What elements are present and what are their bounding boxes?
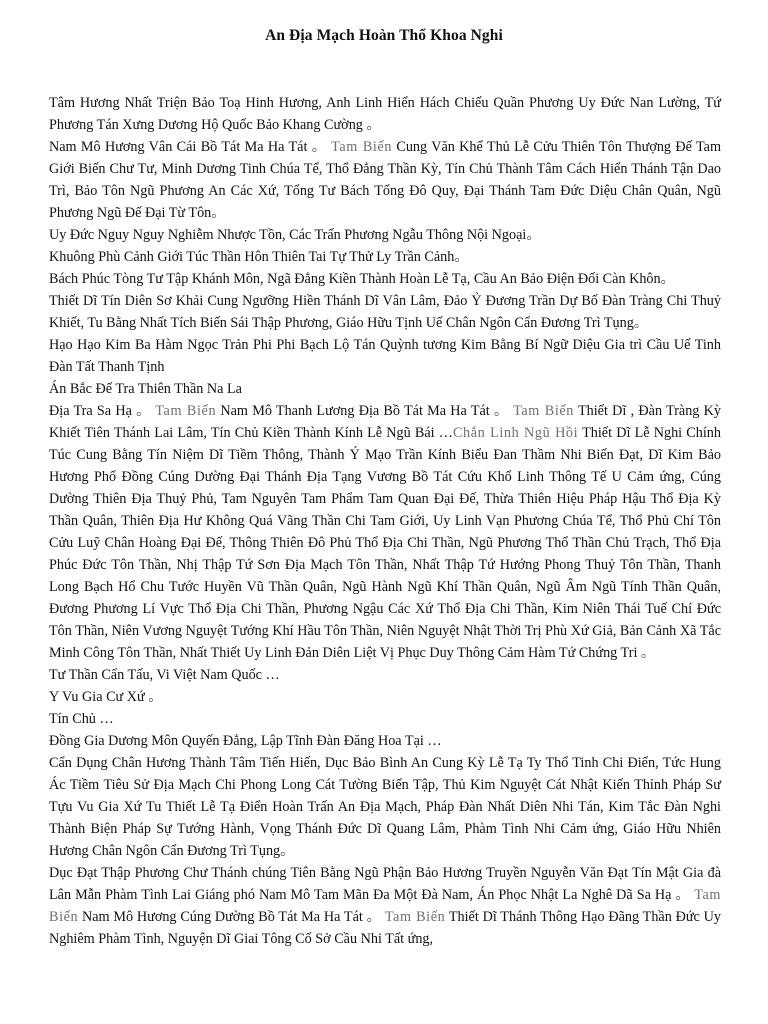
paragraph	[49, 664, 721, 686]
paragraph-text: Khuông Phù Cảnh Giới Túc Thần Hôn Thiên Tai Tự Thử Ly Trần Cảnh。	[49, 249, 469, 265]
rubric-instruction: Tam Biến	[155, 403, 217, 419]
document-title: An Địa Mạch Hoàn Thổ Khoa Nghi	[265, 27, 503, 44]
paragraph-text: Cung Văn Khể Thủ Lễ Cửu Thiên Tôn Thượng Đế Tam Giới Biến Chư Tư, Minh Dương Tinh Chúa Tể, Thổ Đẳng Thần Kỳ, Tín Chủ Thành Tâm Cách Hiển Thánh Tận Dao Trì, Bảo Tôn Ngũ Phương An Các Xứ, Tổng Tư Bách Tổng Đô Quy, Đại Thánh Tam Đức Diệu Chân Quân, Ngũ Phương Ngũ Đế Đại Từ Tôn。	[49, 139, 721, 221]
rubric-instruction: Chắn Linh Ngũ Hồi	[452, 425, 579, 441]
paragraph	[49, 708, 721, 730]
paragraph-text: Thiết Dĩ Thánh Thông Hạo Đãng Thần Đức Uy Nghiêm Phàm Tình, Nguyện Dĩ Giai Tông Cố Sở Cầu Nhi Tất ứng,	[49, 909, 721, 947]
paragraph-text: Địa Tra Sa Hạ 。	[49, 403, 156, 419]
paragraph	[49, 334, 721, 378]
paragraph	[49, 268, 721, 290]
paragraph	[49, 752, 721, 862]
paragraph	[49, 862, 721, 950]
paragraph-text: Dục Đạt Thập Phương Chư Thánh chúng Tiên Bằng Ngũ Phận Bảo Hương Truyền Nguyễn Văn Đạt Tín Mật Gia đà Lân Mẫn Phàm Tình Lai Giáng phó Nam Mô Tam Mãn Đa Một Đà Nam, Án Phọc Nhật La Nghê Dã Sa Hạ 。	[49, 865, 721, 903]
paragraph-text: Cẩn Dụng Chân Hương Thành Tâm Tiến Hiến, Dục Bảo Bình An Cung Kỳ Lễ Tạ Ty Thổ Tinh Chi Điển, Tức Hung Ác Tiềm Tiêu Sử Địa Mạch Chi Phong Long Cát Tường Biến Tập, Thủ Kim Nguyệt Cát Nhật Kiến Thỉnh Pháp Sư Tựu Vu Gia Xứ Tu Thiết Lễ Tạ Điển Hoàn Trấn An Địa Mạch, Pháp Đàn Nhất Diên Nhi Tán, Kim Tắc Đàn Nghi Thành Biện Pháp Sự Tướng Hành, Vọng Thánh Đức Dĩ Quang Lâm, Phàm Tình Nhi Cảm ứng, Giáo Hữu Nhiên Hương Chân Ngôn Cẩn Đương Trì Tụng。	[49, 755, 721, 859]
paragraph-text: Nam Mô Hương Cúng Dường Bồ Tát Ma Ha Tát 。	[78, 909, 385, 925]
paragraph-text: Y Vu Gia Cư Xứ 。	[49, 689, 163, 705]
paragraph-text: Thiết Dĩ , Đàn Tràng Kỳ Khiết Tiên Thánh Lai Lâm, Tín Chủ Kiền Thành Kính Lễ Ngũ Bái …	[49, 403, 721, 441]
paragraph	[49, 686, 721, 708]
paragraph-text: Thiết Dĩ Tín Diên Sơ Khải Cung Ngưỡng Hiền Thánh Dĩ Vân Lâm, Đảo Ỷ Đương Trần Dự Bố Đàn Tràng Chi Thuỷ Khiết, Tu Bằng Nhất Tích Biến Sái Thập Phương, Giáo Hữu Tịnh Uế Chân Ngôn Cẩn Đương Trì Tụng。	[49, 293, 721, 331]
paragraph-text: Đồng Gia Dương Môn Quyến Đẳng, Lập Tĩnh Đàn Đăng Hoa Tại …	[49, 733, 442, 749]
document-body	[49, 92, 721, 950]
paragraph-text: Bách Phúc Tòng Tư Tập Khánh Môn, Ngã Đẳng Kiền Thành Hoàn Lễ Tạ, Cầu An Bảo Điện Đối Càn Khôn。	[49, 271, 675, 287]
paragraph	[49, 136, 721, 224]
paragraph	[49, 224, 721, 246]
paragraph	[49, 246, 721, 268]
paragraph	[49, 378, 721, 400]
paragraph-text: Tư Thần Cẩn Tấu, Vi Việt Nam Quốc …	[49, 667, 280, 683]
rubric-instruction: Tam Biến	[49, 887, 721, 925]
rubric-instruction: Tam Biến	[331, 139, 393, 155]
rubric-instruction: Tam Biến	[513, 403, 574, 419]
paragraph-text: Nam Mô Hương Vân Cái Bồ Tát Ma Ha Tát 。	[49, 139, 332, 155]
paragraph-text: Tâm Hương Nhất Triện Bảo Toạ Hinh Hương, Anh Linh Hiển Hách Chiếu Quần Phương Uy Đức Nan Lường, Tứ Phương Tán Xưng Dương Hộ Quốc Bảo Khang Cường 。	[49, 95, 721, 133]
paragraph-text: Án Bắc Đế Tra Thiên Thần Na La	[49, 381, 242, 397]
paragraph-text: Thiết Dĩ Lễ Nghi Chính Túc Cung Bằng Tín Niệm Dĩ Tiềm Thông, Thành Ý Mạo Trần Kính Biểu Đan Thầm Nhi Biến Đạt, Dĩ Kim Bảo Hương Phổ Đồng Cúng Dường Đại Thánh Địa Tạng Vương Bồ Tát Cứu Khổ Linh Thông Tế U Cảm ứng, Cúng Dường Thiên Địa Thuỷ Phủ, Tam Nguyên Tam Phẩm Tam Quan Đại Đế, Thừa Thiên Hiệu Pháp Hậu Thổ Địa Kỳ Thần Quân, Thiên Địa Hư Không Quá Vãng Thần Chi Tam Giới, Uy Linh Vạn Phương Chúa Tể, Thổ Phủ Chí Tôn Cửu Luỹ Chân Hoàng Đại Đế, Thông Thiên Đô Phủ Thổ Địa Chi Thần, Ngũ Phương Thổ Thần Chủ Trạch, Thổ Địa Phúc Đức Tôn Thần, Nhị Thập Tứ Sơn Địa Mạch Tôn Thần, Nhất Thập Tứ Hướng Phong Thuỷ Tôn Thần, Thanh Long Bạch Hổ Chu Tước Huyền Vũ Thần Quân, Ngũ Hành Ngũ Khí Thần Quân, Ngũ Âm Ngũ Tính Thần Quân, Đương Phương Lí Vực Thổ Địa Chi Thần, Phương Ngậu Các Xứ Thổ Địa Chi Thần, Kim Niên Thái Tuế Chí Đức Tôn Thần, Niên Vương Nguyệt Tướng Khí Hầu Tôn Thần, Niên Nguyệt Nhật Thời Trị Phù Xứ Giả, Bản Cảnh Xã Tắc Minh Công Tôn Thần, Nhất Thiết Uy Linh Đản Diên Liệt Vị Phục Duy Thông Cảm Hàm Tứ Chứng Tri 。	[49, 425, 721, 661]
paragraph-text: Tín Chủ …	[49, 711, 114, 727]
paragraph	[49, 290, 721, 334]
rubric-instruction: Tam Biến	[384, 909, 446, 925]
paragraph	[49, 400, 721, 664]
paragraph-text: Hạo Hạo Kim Ba Hàm Ngọc Trản Phi Phi Bạch Lộ Tán Quỳnh tương Kim Bằng Bí Ngữ Diệu Gia trì Cầu Uế Tinh Đàn Tất Thanh Tịnh	[49, 337, 721, 375]
paragraph	[49, 730, 721, 752]
paragraph	[49, 92, 721, 136]
paragraph-text: Uy Đức Nguy Nguy Nghiễm Nhược Tồn, Các Trấn Phương Ngẫu Thông Nội Ngoại。	[49, 227, 541, 243]
paragraph-text: Nam Mô Thanh Lương Địa Bồ Tát Ma Ha Tát 。	[216, 403, 514, 419]
